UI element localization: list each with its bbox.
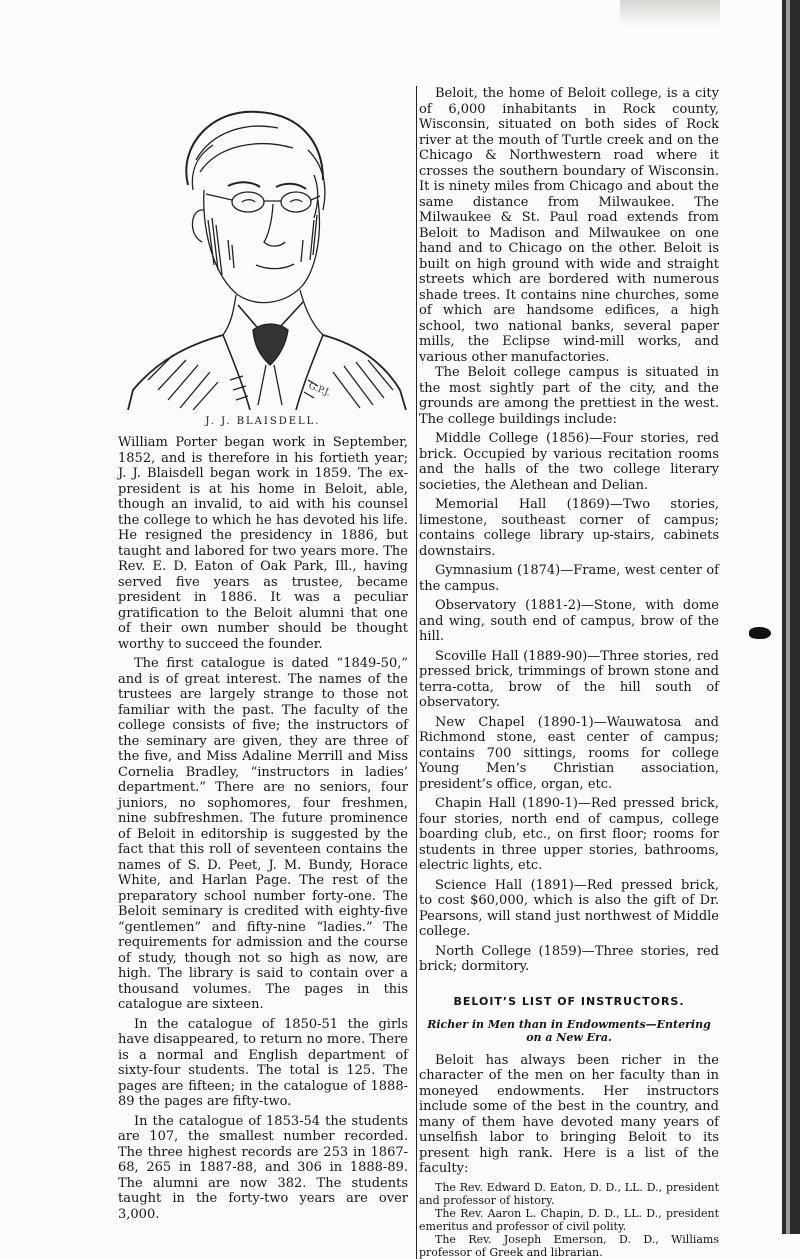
- section-paragraph: Beloit has always been richer in the character of the men on her faculty than in moneyed endowments. Her instructors include some of the best in the country, and many of them have devoted many years of unselfish labor to bringing Beloit to its present high rank. Here is a list of the faculty:: [419, 1052, 719, 1176]
- section-heading: BELOIT’S LIST OF INSTRUCTORS.: [453, 994, 685, 1008]
- building-entry: Gymnasium (1874)—Frame, west center of the campus.: [419, 563, 719, 594]
- intro-paragraph: The Beloit college campus is situated in the most sightly part of the city, and the grounds are among the prettiest in the west. The college buildings include:: [419, 365, 719, 427]
- left-column: [118, 90, 408, 1222]
- article-paragraph: The first catalogue is dated “1849-50,” and is of great interest. The names of the trustees are largely strange to those not familiar with the past. The faculty of the college consists of five; the instructors of the seminary are given, they are three of the five, and Miss Adaline Merrill and Miss Cornelia Bradley, “instructors in ladies’ department.” There are no seniors, four juniors, no sophomores, four freshmen, nine subfreshmen. The future prominence of Beloit in editorship is suggested by the fact that this roll of seventeen contains the names of S. D. Peet, J. M. Bundy, Horace White, and Harlan Page. The rest of the preparatory school number forty-one. The Beloit seminary is credited with eighty-five “gentlemen” and fifty-nine “ladies.” The requirements for admission and the course of study, though not so high as now, are high. The library is said to contain over a thousand volumes. The pages in this catalogue are sixteen.: [118, 656, 408, 1012]
- portrait-caption: J. J. BLAISDELL.: [205, 416, 321, 427]
- faculty-entry: The Rev. Aaron L. Chapin, D. D., LL. D., president emeritus and professor of civil polity.: [419, 1206, 719, 1233]
- building-entry: Middle College (1856)—Four stories, red brick. Occupied by various recitation rooms and the halls of the two college literary societies, the Alethean and Delian.: [419, 431, 719, 493]
- building-entry: North College (1859)—Three stories, red brick; dormitory.: [419, 943, 719, 974]
- ink-blot: [749, 627, 771, 639]
- building-entry: Scoville Hall (1889-90)—Three stories, red pressed brick, trimmings of brown stone and terra-cotta, brow of the hill south of observatory.: [419, 648, 719, 710]
- faculty-entry: The Rev. Edward D. Eaton, D. D., LL. D., president and professor of history.: [419, 1180, 719, 1207]
- building-entry: Science Hall (1891)—Red pressed brick, to cost $60,000, which is also the gift of Dr. Pearsons, will stand just northwest of Middle college.: [419, 877, 719, 939]
- article-paragraph: In the catalogue of 1850-51 the girls have disappeared, to return no more. There is a normal and English department of sixty-four students. The total is 125. The pages are fifteen; in the catalogue of 1888-89 the pages are fifty-two.: [118, 1016, 408, 1109]
- building-entry: Memorial Hall (1869)—Two stories, limestone, southeast corner of campus; contains college library up-stairs, cabinets downstairs.: [419, 497, 719, 559]
- building-entry: Chapin Hall (1890-1)—Red pressed brick, four stories, north end of campus, college boarding club, etc., on first floor; rooms for students in three upper stories, bathrooms, electric lights, etc.: [419, 796, 719, 873]
- page-edge-shadow: [782, 0, 800, 1234]
- portrait-engraving-icon: [118, 90, 408, 410]
- faculty-entry: The Rev. Joseph Emerson, D. D., Williams professor of Greek and librarian.: [419, 1232, 719, 1259]
- article-paragraph: William Porter began work in September, 1852, and is therefore in his fortieth year; J. J. Blaisdell began work in 1859. The ex-president is at his home in Beloit, able, though an invalid, to aid with his counsel the college to which he has devoted his life. He resigned the presidency in 1886, but taught and labored for two years more. The Rev. E. D. Eaton of Oak Park, Ill., having served five years as trustee, became president in 1886. It was a peculiar gratification to the Beloit alumni that one of their own number should be thought worthy to succeed the founder.: [118, 435, 408, 652]
- building-entry: New Chapel (1890-1)—Wauwatosa and Richmond stone, east center of campus; contains 700 sittings, rooms for college Young Men’s Christian association, president’s office, organ, etc.: [419, 714, 719, 792]
- scan-stain: [620, 0, 720, 26]
- right-column: [416, 86, 719, 1259]
- portrait-illustration: [118, 90, 408, 410]
- building-entry: Observatory (1881-2)—Stone, with dome and wing, south end of campus, brow of the hill.: [419, 598, 719, 644]
- svg-text:G.P.J.: G.P.J.: [306, 381, 332, 399]
- page-edge-strip: [786, 0, 790, 1234]
- intro-paragraph: Beloit, the home of Beloit college, is a city of 6,000 inhabitants in Rock county, Wisconsin, situated on both sides of Rock river at the mouth of Turtle creek and on the Chicago & Northwestern road where it crosses the southern boundary of Wisconsin. It is ninety miles from Chicago and about the same distance from Milwaukee. The Milwaukee & St. Paul road extends from Beloit to Madison and Milwaukee on one hand and to Chicago on the other. Beloit is built on high ground with wide and straight streets which are bordered with numerous shade trees. It contains nine churches, some of which are handsome edifices, a high school, two national banks, several paper mills, the Eclipse wind-mill works, and various other manufactories.: [419, 86, 719, 365]
- section-subheading: Richer in Men than in Endowments—Entering on a New Era.: [427, 1017, 711, 1044]
- article-paragraph: In the catalogue of 1853-54 the students are 107, the smallest number recorded. The three highest records are 253 in 1867-68, 265 in 1887-88, and 306 in 1888-89. The alumni are now 382. The students taught in the forty-two years are over 3,000.: [118, 1113, 408, 1222]
